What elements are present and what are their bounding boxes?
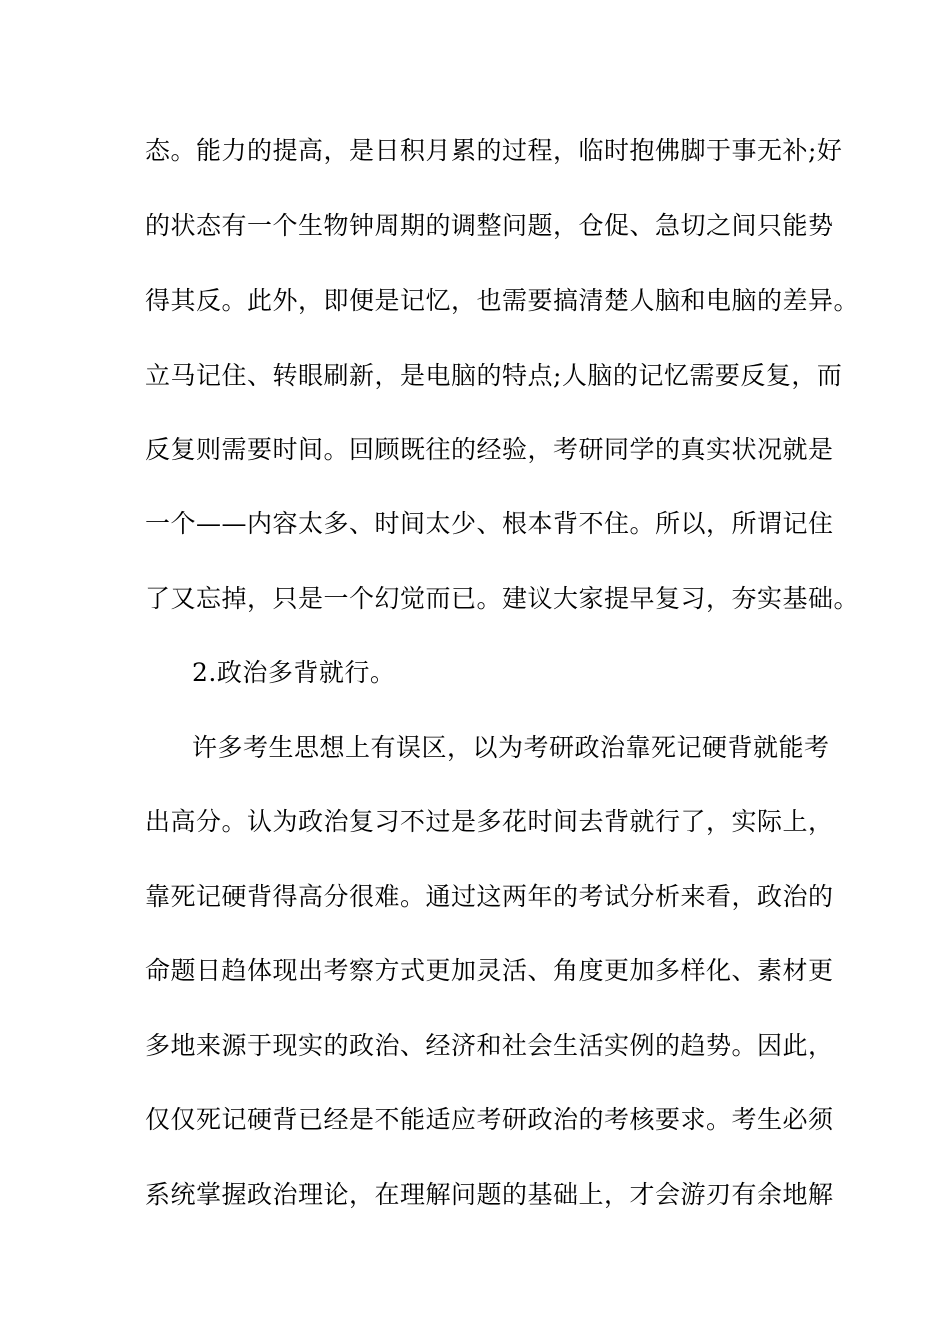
text-line: 得其反。此外，即便是记忆，也需要搞清楚人脑和电脑的差异。 xyxy=(145,286,860,315)
text-line: 出高分。认为政治复习不过是多花时间去背就行了，实际上， xyxy=(145,807,834,836)
text-line: 立马记住、转眼刷新，是电脑的特点;人脑的记忆需要反复，而 xyxy=(145,361,843,390)
text-line: 了又忘掉，只是一个幻觉而已。建议大家提早复习，夯实基础。 xyxy=(145,584,860,613)
text-line: 态。能力的提高，是日积月累的过程，临时抱佛脚于事无补;好 xyxy=(145,136,843,165)
text-line: 的状态有一个生物钟周期的调整问题，仓促、急切之间只能势 xyxy=(145,211,834,240)
text-line: 仅仅死记硬背已经是不能适应考研政治的考核要求。考生必须 xyxy=(145,1105,834,1134)
text-line: 系统掌握政治理论，在理解问题的基础上，才会游刃有余地解 xyxy=(145,1180,834,1209)
text-line: 命题日趋体现出考察方式更加灵活、角度更加多样化、素材更 xyxy=(145,956,834,985)
section-heading: 2.政治多背就行。 xyxy=(192,658,396,687)
text-line: 反复则需要时间。回顾既往的经验，考研同学的真实状况就是 xyxy=(145,435,834,464)
text-line: 一个——内容太多、时间太少、根本背不住。所以，所谓记住 xyxy=(145,509,834,538)
paragraph-first-line: 许多考生思想上有误区，以为考研政治靠死记硬背就能考 xyxy=(192,733,830,762)
text-line: 多地来源于现实的政治、经济和社会生活实例的趋势。因此， xyxy=(145,1031,834,1060)
text-line: 靠死记硬背得高分很难。通过这两年的考试分析来看，政治的 xyxy=(145,882,834,911)
